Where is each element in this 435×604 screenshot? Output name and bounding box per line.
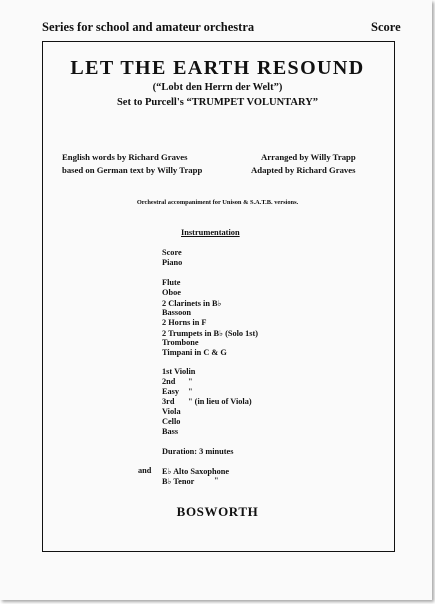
- list-item: Cello: [162, 417, 181, 426]
- german-text-credit: based on German text by Willy Trapp: [62, 165, 203, 175]
- string-note: " (in lieu of Viola): [188, 397, 252, 406]
- list-item: 2nd: [162, 377, 176, 386]
- list-item: Flute: [162, 278, 181, 287]
- list-item: Timpani in C & G: [162, 348, 227, 357]
- set-to-line: Set to Purcell's “TRUMPET VOLUNTARY”: [116, 97, 319, 108]
- german-subtitle: (“Lobt den Herrn der Welt”): [152, 82, 283, 93]
- instrumentation-heading: Instrumentation: [181, 228, 240, 237]
- duration: Duration: 3 minutes: [162, 447, 234, 456]
- list-item: 2 Trumpets in B♭ (Solo 1st): [162, 329, 259, 338]
- list-item: Viola: [162, 407, 181, 416]
- list-item: Oboe: [162, 288, 181, 297]
- list-item: Bassoon: [162, 308, 192, 317]
- arranger-credit: Arranged by Willy Trapp: [261, 152, 356, 162]
- list-item: 3rd: [162, 397, 175, 406]
- page-title: LET THE EARTH RESOUND: [70, 57, 365, 79]
- orchestral-accompaniment-note: Orchestral accompaniment for Unison & S.A.T.B. versions.: [136, 199, 299, 206]
- list-item: 1st Violin: [162, 367, 196, 376]
- list-item: E♭ Alto Saxophone: [162, 467, 230, 476]
- and-label: and: [138, 466, 152, 475]
- publisher-name: BOSWORTH: [176, 504, 259, 519]
- series-label: Series for school and amateur orchestra: [42, 20, 255, 34]
- ditto-mark: ": [188, 377, 193, 386]
- list-item: 2 Clarinets in B♭: [162, 299, 222, 308]
- list-item: Easy: [162, 387, 180, 396]
- list-item: Bass: [162, 427, 179, 436]
- english-words-credit: English words by Richard Graves: [62, 152, 188, 162]
- list-item: Trombone: [162, 338, 199, 347]
- edition-label: Score: [371, 20, 401, 34]
- list-item: Piano: [162, 258, 183, 267]
- list-item: B♭ Tenor: [162, 477, 195, 486]
- ditto-mark: ": [214, 476, 219, 485]
- list-item: Score: [162, 248, 182, 257]
- ditto-mark: ": [188, 387, 193, 396]
- list-item: 2 Horns in F: [162, 318, 207, 327]
- adapter-credit: Adapted by Richard Graves: [251, 165, 356, 175]
